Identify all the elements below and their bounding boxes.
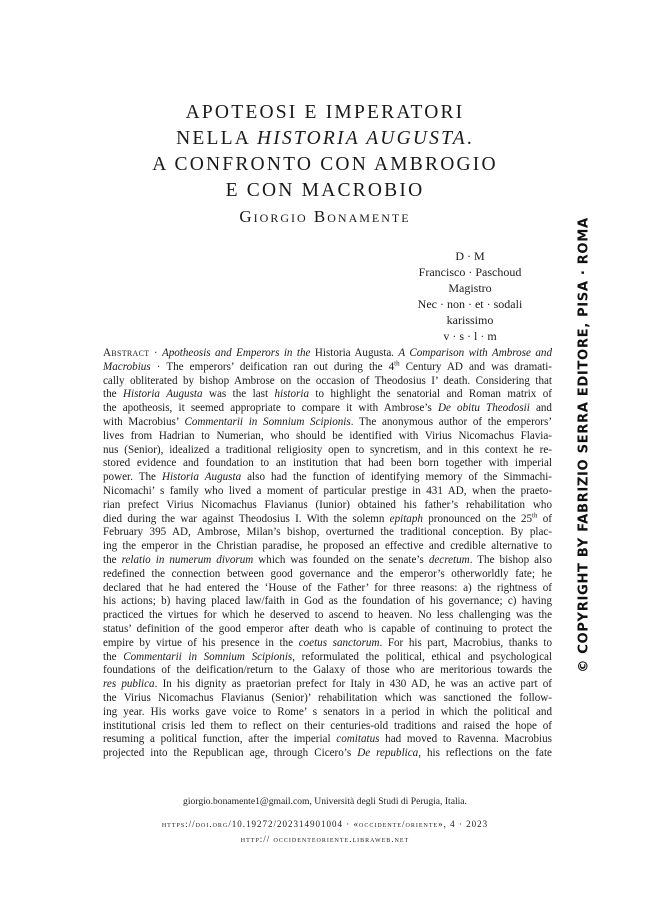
abstract-line <box>103 554 552 568</box>
dedication-line: v · s · l · m <box>443 329 497 343</box>
abstract-text: died during the war against Theodosius I. With the solemn <box>103 512 390 525</box>
abstract-line <box>103 609 552 623</box>
abstract-text: the <box>103 650 124 663</box>
abstract-line <box>103 568 552 582</box>
copyright-text: © COPYRIGHT BY FABRIZIO SERRA EDITORE, PISA · ROMA <box>576 217 592 673</box>
abstract-text: . For his part, Macrobius, thanks to <box>379 636 552 649</box>
abstract-line <box>103 499 552 513</box>
abstract-line <box>103 361 552 375</box>
article-title <box>0 100 650 204</box>
abstract-text: declared that he had entered the ‘House of the Father’ for three reasons: a) the rightness of <box>103 581 552 594</box>
dedication-line: Francisco · Paschoud <box>418 265 522 279</box>
abstract-text: ing the emperor in the Christian paradise, he proposed an effective and credible alternative to <box>103 540 552 553</box>
abstract-text: practiced the virtues for which he deserved to ascend to heaven. No less challenging was the <box>103 609 552 622</box>
abstract-line <box>103 637 552 651</box>
abstract-superscript: th <box>532 510 538 519</box>
abstract-text: February 395 AD, Ambrose, Milan’s bishop, overturned the traditional conception. By plac- <box>103 526 552 539</box>
abstract-text: Historia Augusta <box>310 347 392 359</box>
abstract-text: Century AD and was dramati- <box>399 360 552 373</box>
abstract-text: to highlight the senatorial and Roman matrix of <box>309 388 552 401</box>
abstract-line <box>103 706 552 720</box>
abstract-text: of <box>537 512 552 525</box>
abstract-text: institutional crisis led them to reflect on their centuries-old traditions and raised the hope of <box>103 719 552 732</box>
abstract-line <box>103 485 552 499</box>
abstract-text: . The bishop also <box>469 553 552 566</box>
abstract-line <box>103 444 552 458</box>
abstract-text: power. The <box>103 471 162 484</box>
abstract-text: · <box>149 347 162 359</box>
dedication-line: karissimo <box>446 313 494 327</box>
author-affiliation: , Università degli Studi di Perugia, Italia. <box>309 796 467 807</box>
abstract-text: pronounced on the 25 <box>422 512 533 525</box>
abstract-text: the <box>103 553 122 566</box>
abstract-line <box>103 402 552 416</box>
abstract-line <box>103 347 552 361</box>
abstract-line <box>103 471 552 485</box>
author-email[interactable]: giorgio.bonamente1@gmail.com <box>183 796 310 807</box>
abstract-italic-text: coetus sanctorum <box>298 636 380 649</box>
abstract-line <box>103 540 552 554</box>
abstract-text: nus (Senior), idealized a traditional religiosity open to syncretism, and in this context he re- <box>103 443 552 456</box>
abstract-line <box>103 510 552 527</box>
abstract-italic-text: Historia Augusta <box>122 388 203 401</box>
doi-line[interactable]: https://doi.org/10.19272/202314901004 · «occidente/oriente», 4 · 2023 <box>161 819 489 829</box>
title-line-4: E CON MACROBIO <box>225 180 425 201</box>
abstract-text: which was founded on the senate’s <box>253 553 429 566</box>
abstract-text: projected into the Republican age, through Cicero’s <box>103 747 358 760</box>
abstract-line <box>103 595 552 609</box>
dedication <box>400 248 540 344</box>
abstract-line <box>103 582 552 596</box>
title-line-3: A CONFRONTO CON AMBROGIO <box>152 154 498 175</box>
abstract-italic-text: Commentarii in Somnium Scipionis <box>184 415 351 428</box>
abstract-text: Nicomachi’ s family who lived a moment of particular prestige in 431 AD, when the praeto- <box>103 484 552 497</box>
abstract-line <box>103 526 552 540</box>
abstract-text: . The anonymous author of the emperors’ <box>350 415 553 428</box>
abstract-italic-text: De republica <box>357 747 419 760</box>
abstract-italic-text: Commentarii in Somnium Scipionis <box>123 650 293 663</box>
abstract-text: with Macrobius’ <box>103 415 185 428</box>
abstract-line <box>103 664 552 678</box>
abstract-italic-text: De obitu Theodosii <box>437 402 530 415</box>
abstract-text: , reformulated the political, ethical and psychological <box>292 650 552 663</box>
abstract-italic-text: relatio in numerum divorum <box>121 553 254 566</box>
abstract-italic-text: epitaph <box>389 512 423 525</box>
abstract-text: lives from Hadrian to Numerian, who should be identified with Virius Nicomachus Flavia- <box>103 429 552 442</box>
abstract-text: and <box>529 402 552 415</box>
abstract-line <box>103 692 552 706</box>
abstract-line <box>103 678 552 692</box>
abstract-text: the <box>103 388 123 401</box>
abstract-italic-text: Apotheosis and Emperors in the <box>161 347 311 359</box>
title-line-1: APOTEOSI E IMPERATORI <box>185 102 465 123</box>
abstract-line <box>103 416 552 430</box>
author-name: Giorgio Bonamente <box>239 207 411 226</box>
abstract-text: rian prefect Virius Nicomachus Flavianus (Iunior) obtained his father’s rehabilitation who <box>103 498 552 511</box>
abstract-text: ing year. His works gave voice to Rome’ s senators in a period in which the political and <box>103 705 552 718</box>
abstract-text: had moved to Ravenna. Macrobius <box>379 733 552 746</box>
dedication-line: Magistro <box>448 281 492 295</box>
abstract-line <box>103 651 552 665</box>
abstract-text: redefined the connection between good governance and the emperor’s otherworldly fate; he <box>103 567 552 580</box>
abstract-line <box>103 388 552 402</box>
abstract-superscript: th <box>394 359 400 368</box>
abstract-italic-text: decretum <box>428 553 470 566</box>
abstract-text: empire by virtue of his presence in the <box>103 636 299 649</box>
abstract-text: · The emperors’ deification ran out during the 4 <box>150 360 395 373</box>
abstract-line <box>103 457 552 471</box>
abstract-label: Abstract <box>103 347 150 359</box>
abstract-italic-text: res publica <box>103 678 155 691</box>
abstract-italic-text: historia <box>274 388 309 401</box>
journal-website[interactable]: http:// occidenteoriente.libraweb.net <box>240 834 410 844</box>
abstract-text: . In his dignity as praetorian prefect for Italy in 430 AD, he was an active part of <box>154 678 552 691</box>
abstract-text: , his reflections on the fate <box>418 747 552 760</box>
abstract-line <box>103 623 552 637</box>
abstract-italic-text: Macrobius <box>103 360 151 373</box>
dedication-line: D · M <box>455 249 485 263</box>
abstract-italic-text: Historia Augusta <box>161 471 242 484</box>
abstract-text: the apotheosis, it seemed appropriate to compare it with Ambrose’s <box>103 402 438 415</box>
abstract-line <box>103 733 552 747</box>
abstract-italic-text: . A Comparison with Ambrose and <box>391 347 552 359</box>
author-contact <box>0 796 650 807</box>
abstract-text: stored evidence and foundation to an institution that had been born together with imperial <box>103 457 552 470</box>
title-line-2: NELLA HISTORIA AUGUSTA. <box>176 128 474 149</box>
abstract-line <box>103 747 552 761</box>
abstract-line <box>103 430 552 444</box>
dedication-line: Nec · non · et · sodali <box>417 297 523 311</box>
abstract-text: his actions; b) having placed law/faith in God as the foundation of his governance; c) having <box>103 595 552 608</box>
abstract-line <box>103 375 552 389</box>
abstract <box>103 347 552 761</box>
abstract-italic-text: comitatus <box>336 733 380 746</box>
abstract-text: also had the function of identifying memory of the Simmachi- <box>241 471 552 484</box>
abstract-line <box>103 720 552 734</box>
abstract-text: cally obliterated by bishop Ambrose on the occasion of Theodosius I’ death. Considering that <box>103 374 552 387</box>
abstract-text: foundations of the deification/return to the Galaxy of those who are meritorious towards the <box>103 664 552 677</box>
abstract-text: was the last <box>202 388 275 401</box>
abstract-text: resuming a political function, after the imperial <box>103 733 337 746</box>
abstract-text: the Virius Nicomachus Flavianus (Senior)’ rehabilitation which was sanctioned the follow- <box>103 691 552 704</box>
abstract-text: status’ definition of the good emperor after death who is capable of continuing to protect the <box>103 622 552 635</box>
